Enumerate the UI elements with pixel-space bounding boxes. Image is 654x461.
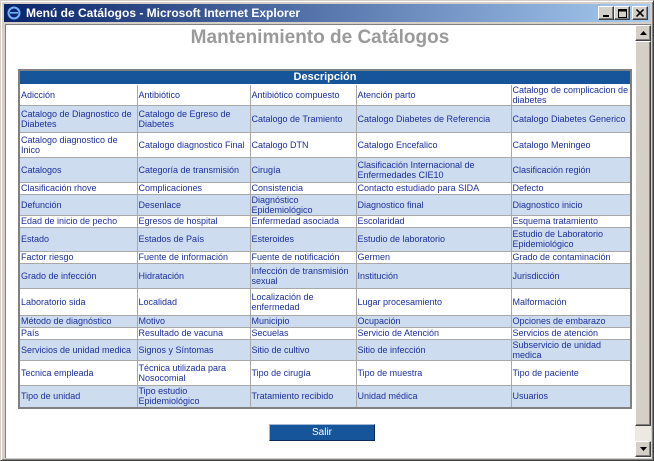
table-cell [137, 157, 250, 182]
vertical-scrollbar[interactable] [635, 25, 651, 457]
table-cell [356, 327, 511, 339]
catalog-link[interactable]: Tipo de cirugía [251, 367, 311, 378]
catalog-table-body [19, 84, 631, 408]
table-cell [19, 327, 137, 339]
catalog-link[interactable]: Germen [357, 252, 391, 262]
table-cell [137, 132, 250, 157]
catalog-link[interactable]: Egresos de hospital [138, 216, 218, 226]
close-button[interactable] [632, 6, 648, 20]
catalog-link[interactable]: Catalogo de Tramiento [251, 113, 343, 124]
table-cell [250, 385, 356, 408]
table-cell [137, 339, 250, 360]
catalog-link[interactable]: Institución [357, 270, 399, 281]
table-cell [250, 182, 356, 194]
catalog-link[interactable]: Tratamiento recibido [251, 391, 334, 402]
catalog-link[interactable]: Infección de transmisión sexual [251, 265, 349, 286]
catalog-link[interactable]: Servicios de unidad medica [21, 344, 132, 355]
table-cell [19, 315, 137, 327]
scroll-up-button[interactable] [635, 25, 651, 41]
table-cell [19, 339, 137, 360]
catalog-link[interactable]: Resultado de vacuna [138, 328, 224, 338]
table-cell [137, 194, 250, 215]
catalog-link[interactable]: Fuente de información [138, 252, 229, 262]
table-cell [19, 84, 137, 105]
catalog-link[interactable]: Esteroides [251, 234, 295, 244]
page-title: Mantenimiento de Catálogos [190, 27, 450, 48]
table-row [19, 132, 631, 157]
catalog-link[interactable]: Municipio [251, 316, 290, 326]
table-cell [19, 385, 137, 408]
catalog-link[interactable]: Localización de enfermedad [251, 291, 314, 312]
table-cell [19, 251, 137, 263]
table-cell [250, 339, 356, 360]
catalog-link[interactable]: Método de diagnóstico [21, 316, 112, 326]
table-row [19, 251, 631, 263]
table-cell [250, 105, 356, 132]
table-cell [19, 105, 137, 132]
title-bar[interactable] [4, 4, 650, 22]
catalog-link[interactable]: Antibiótico compuesto [251, 89, 340, 100]
catalog-link[interactable]: Estado [21, 234, 50, 244]
catalog-link[interactable]: Catalogo de Diagnostico de Diabetes [21, 108, 132, 129]
catalog-link[interactable]: Lugar procesamiento [357, 296, 443, 307]
table-cell [19, 360, 137, 385]
table-row [19, 288, 631, 315]
table-cell [356, 132, 511, 157]
table-row [19, 182, 631, 194]
catalog-link[interactable]: Signos y Síntomas [138, 344, 214, 355]
table-cell [137, 263, 250, 288]
catalog-link[interactable]: Escolaridad [357, 216, 405, 226]
catalog-link[interactable]: Clasificación Internacional de Enfermedades CIE10 [357, 159, 475, 180]
catalog-link[interactable]: Servicios de atención [512, 328, 599, 338]
catalog-link[interactable]: Grado de infección [21, 270, 97, 281]
table-cell [356, 157, 511, 182]
catalog-link[interactable]: Atención parto [357, 89, 416, 100]
table-row [19, 327, 631, 339]
scroll-down-arrow-icon [640, 447, 647, 451]
table-cell [511, 105, 631, 132]
catalog-link[interactable]: Diagnostico inicio [512, 199, 583, 210]
maximize-icon [618, 9, 627, 18]
catalog-link[interactable]: Diagnostico final [357, 199, 424, 210]
catalog-link[interactable]: Catalogo de Egreso de Diabetes [138, 108, 231, 129]
catalog-link[interactable]: Servicio de Atención [357, 328, 440, 338]
catalog-link[interactable]: Catalogo Encefalico [357, 139, 438, 150]
catalog-link[interactable]: Sitio de cultivo [251, 344, 310, 355]
table-cell [19, 132, 137, 157]
table-cell [19, 194, 137, 215]
table-header: Descripción [19, 70, 631, 84]
catalog-link[interactable]: Catalogo diagnostico Final [138, 139, 245, 150]
table-row [19, 315, 631, 327]
table-cell [511, 385, 631, 408]
table-cell [511, 227, 631, 251]
table-cell [356, 360, 511, 385]
catalog-link[interactable]: Defecto [512, 183, 544, 193]
catalog-link[interactable]: Esquema tratamiento [512, 216, 599, 226]
table-row [19, 194, 631, 215]
table-cell [511, 327, 631, 339]
table-cell [511, 132, 631, 157]
catalog-link[interactable]: Consistencia [251, 183, 304, 193]
table-cell [137, 327, 250, 339]
catalog-link[interactable]: Estados de País [138, 234, 205, 244]
table-cell [356, 182, 511, 194]
table-cell [137, 227, 250, 251]
catalog-link[interactable]: Categoría de transmisión [138, 164, 240, 175]
catalog-link[interactable]: Ocupación [357, 316, 401, 326]
catalog-link[interactable]: Catalogo Meningeo [512, 139, 591, 150]
catalog-link[interactable]: Jurisdicción [512, 270, 560, 281]
table-cell [19, 215, 137, 227]
table-cell [250, 132, 356, 157]
catalog-link[interactable]: Tipo de unidad [21, 391, 81, 402]
exit-button[interactable]: Salir [269, 424, 375, 441]
table-cell [250, 227, 356, 251]
table-cell [137, 288, 250, 315]
catalog-link[interactable]: Opciones de embarazo [512, 316, 606, 326]
catalog-link[interactable]: Catalogos [21, 164, 62, 175]
catalog-table [18, 69, 632, 409]
table-cell [19, 288, 137, 315]
catalog-link[interactable]: Clasificación región [512, 164, 591, 175]
table-cell [137, 385, 250, 408]
catalog-link[interactable]: Cirugía [251, 164, 281, 175]
table-cell [137, 251, 250, 263]
table-cell [356, 288, 511, 315]
table-cell [137, 215, 250, 227]
catalog-link[interactable]: Defunción [21, 199, 62, 210]
table-cell [137, 360, 250, 385]
table-row [19, 215, 631, 227]
table-cell [19, 263, 137, 288]
table-cell [137, 105, 250, 132]
catalog-link[interactable]: Edad de inicio de pecho [21, 216, 118, 226]
catalog-link[interactable]: Técnica utilizada para Nosocomial [138, 362, 227, 383]
table-cell [356, 215, 511, 227]
table-cell [250, 263, 356, 288]
table-cell [250, 215, 356, 227]
table-cell [19, 157, 137, 182]
table-cell [250, 194, 356, 215]
table-cell [250, 251, 356, 263]
table-cell [511, 263, 631, 288]
ie-icon [6, 5, 22, 21]
table-cell [511, 182, 631, 194]
table-row [19, 360, 631, 385]
window-title: Menú de Catálogos - Microsoft Internet Explorer [26, 6, 301, 20]
catalog-link[interactable]: Estudio de Laboratorio Epidemiológico [512, 229, 604, 249]
table-cell [19, 182, 137, 194]
table-cell [356, 263, 511, 288]
close-icon [636, 9, 644, 17]
table-cell [356, 84, 511, 105]
table-cell [250, 360, 356, 385]
scroll-thumb[interactable] [635, 41, 651, 426]
table-cell [250, 327, 356, 339]
catalog-link[interactable]: Clasificación rhove [21, 183, 97, 193]
catalog-link[interactable]: Laboratorio sida [21, 296, 86, 307]
table-cell [250, 288, 356, 315]
table-cell [137, 182, 250, 194]
catalog-link[interactable]: Usuarios [512, 391, 549, 402]
table-cell [511, 215, 631, 227]
table-cell [511, 194, 631, 215]
table-row [19, 227, 631, 251]
window-controls [598, 6, 648, 20]
catalog-link[interactable]: Motivo [138, 316, 166, 326]
minimize-icon [602, 9, 610, 17]
catalog-link[interactable]: Localidad [138, 296, 178, 307]
table-cell [250, 315, 356, 327]
table-cell [356, 339, 511, 360]
catalog-link[interactable]: Fuente de notificación [251, 252, 340, 262]
catalog-link[interactable]: Catalogo diagnostico de Inico [21, 134, 118, 155]
table-row [19, 105, 631, 132]
page-content [6, 25, 634, 457]
catalog-link[interactable]: Unidad médica [357, 391, 418, 402]
catalog-link[interactable]: Grado de contaminación [512, 252, 611, 262]
table-cell [511, 157, 631, 182]
maximize-button[interactable] [614, 6, 630, 20]
catalog-link[interactable]: Subservicio de unidad medica [512, 339, 602, 360]
catalog-link[interactable]: Catalogo DTN [251, 139, 309, 150]
table-row [19, 84, 631, 105]
table-cell [511, 315, 631, 327]
catalog-link[interactable]: Tipo estudio Epidemiológico [138, 386, 200, 407]
table-cell [356, 251, 511, 263]
catalog-link[interactable]: Tipo de muestra [357, 367, 423, 378]
catalog-link[interactable]: Secuelas [251, 328, 289, 338]
table-cell [137, 84, 250, 105]
table-cell [250, 84, 356, 105]
table-cell [356, 194, 511, 215]
table-row [19, 157, 631, 182]
table-cell [19, 227, 137, 251]
scroll-up-arrow-icon [640, 31, 647, 35]
catalog-link[interactable]: Catalogo de complicacion de diabetes [512, 84, 629, 105]
table-cell [356, 385, 511, 408]
table-cell [511, 251, 631, 263]
catalog-link[interactable]: Diagnóstico Epidemiológico [251, 194, 313, 215]
catalog-link[interactable]: Enfermedad asociada [251, 216, 340, 226]
table-cell [356, 105, 511, 132]
table-cell [137, 315, 250, 327]
catalog-link[interactable]: Tecnica empleada [21, 367, 94, 378]
catalog-link[interactable]: Catalogo Diabetes Generico [512, 113, 626, 124]
catalog-link[interactable]: Desenlace [138, 199, 182, 210]
catalog-link[interactable]: Antibiótico [138, 89, 181, 100]
table-row [19, 339, 631, 360]
browser-viewport [5, 24, 651, 458]
table-cell [511, 288, 631, 315]
catalog-link[interactable]: Factor riesgo [21, 252, 74, 262]
table-row [19, 385, 631, 408]
catalog-link[interactable]: Catalogo Diabetes de Referencia [357, 113, 491, 124]
catalog-link[interactable]: Adicción [21, 89, 56, 100]
table-cell [511, 339, 631, 360]
catalog-link[interactable]: País [21, 328, 40, 338]
catalog-link[interactable]: Hidratación [138, 270, 185, 281]
table-row [19, 263, 631, 288]
catalog-link[interactable]: Estudio de laboratorio [357, 234, 446, 244]
catalog-link[interactable]: Malformación [512, 296, 567, 307]
table-cell [250, 157, 356, 182]
table-cell [356, 227, 511, 251]
scroll-down-button[interactable] [635, 441, 651, 457]
catalog-link[interactable]: Tipo de paciente [512, 367, 579, 378]
table-cell [356, 315, 511, 327]
catalog-link[interactable]: Contacto estudiado para SIDA [357, 183, 480, 193]
table-cell [511, 360, 631, 385]
catalog-link[interactable]: Sitio de infección [357, 344, 426, 355]
table-cell [511, 84, 631, 105]
catalog-link[interactable]: Complicaciones [138, 183, 203, 193]
minimize-button[interactable] [598, 6, 614, 20]
